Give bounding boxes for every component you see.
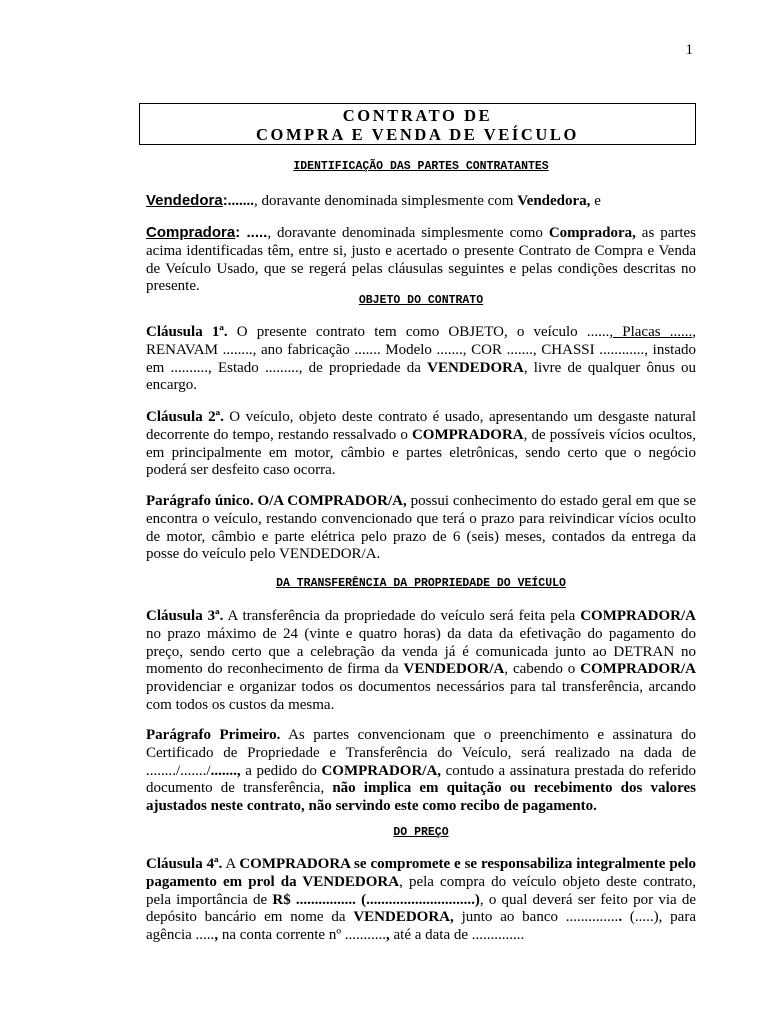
clausula-1-text-3: , livre de qualquer ônus ou encargo. (146, 359, 696, 394)
paragraph-clausula-3 (146, 608, 696, 715)
paragraph-clausula-1 (146, 324, 696, 395)
vendedora-colon: : (222, 192, 228, 209)
paragrafo-primeiro-bold-2: COMPRADOR/A, (321, 762, 442, 779)
clausula-1-bold: VENDEDORA (427, 359, 524, 376)
vendedora-text-1: , doravante denominada simplesmente com (253, 193, 518, 209)
paragrafo-primeiro-bold-1: ......., (210, 762, 241, 779)
clausula-4-bold-6: , (386, 927, 390, 944)
clausula-4-text-1: A (222, 856, 240, 872)
clausula-3-bold-1: COMPRADOR/A (580, 608, 697, 624)
clausula-3-text-3: , cabendo o (504, 661, 581, 678)
paragrafo-primeiro-bold-3: não implica em quitação ou recebimento dos valores ajustados neste contrato, não servindo este como recibo de pagamento. (146, 780, 696, 815)
vendedora-bold: Vendedora, (517, 193, 591, 209)
paragrafo-unico-label: Parágrafo único. O/A COMPRADOR/A, (146, 493, 407, 509)
clausula-4-label: Cláusula 4ª. (146, 856, 223, 872)
clausula-4-text-3: , o qual deverá ser feito por via de depósito bancário em nome da (146, 891, 696, 926)
vendedora-label: Vendedora (146, 192, 223, 209)
clausula-3-label: Cláusula 3ª. (146, 608, 224, 624)
paragrafo-primeiro-text-1: As partes convencionam que o preenchimento e assinatura do Certificado de Propriedade e Transferência do Veículo, será realizado na dada de ......../......./ (146, 727, 696, 779)
section-heading-identificacao: IDENTIFICAÇÃO DAS PARTES CONTRATANTES (293, 160, 549, 173)
page-number: 1 (685, 42, 693, 58)
clausula-1-label: Cláusula 1ª. (146, 324, 228, 340)
clausula-4-bold-3: VENDEDORA, (353, 909, 454, 926)
clausula-3-text-2: no prazo máximo de 24 (vinte e quatro horas) da data da efetivação do pagamento do preço, sendo certo que a celebração da venda já é comunicada junto ao DETRAN no momento do reconhecimento de firma da (146, 625, 696, 678)
compradora-bold: Compradora, (548, 225, 636, 241)
clausula-4-bold-5: , (214, 927, 219, 944)
clausula-4-text-2: , pela compra do veículo objeto deste contrato, pela importância de (146, 873, 696, 908)
clausula-2-text-1: O veículo, objeto deste contrato é usado, apresentando um desgaste natural decorrente do tempo, restando ressalvado o (146, 409, 696, 443)
compradora-label: Compradora (146, 224, 236, 241)
paragrafo-primeiro-text-2: a pedido do (240, 762, 322, 779)
paragrafo-primeiro-label: Parágrafo Primeiro. (146, 727, 281, 743)
clausula-4-text-4: junto ao banco .............. (453, 909, 619, 926)
contract-title-line-2: COMPRA E VENDA DE VEÍCULO (256, 125, 579, 144)
vendedora-text-2: e (590, 193, 601, 209)
section-heading-transferencia: DA TRANSFERÊNCIA DA PROPRIEDADE DO VEÍCULO (276, 577, 566, 590)
clausula-1-text-1: O presente contrato tem como OBJETO, o veículo ...... (227, 324, 610, 340)
vendedora-dots: ....... (227, 193, 254, 209)
clausula-4-text-6: na conta corrente nº ........... (218, 927, 386, 944)
clausula-4-bold-2: R$ ................ (.............................) (272, 891, 480, 908)
paragraph-compradora (146, 224, 696, 296)
paragraph-vendedora (146, 192, 696, 211)
clausula-3-text-1: A transferência da propriedade do veículo será feita pela (223, 608, 581, 624)
contract-title-line-1: CONTRATO DE (342, 106, 493, 125)
clausula-4-bold-4: . (618, 909, 623, 926)
clausula-1-text-2: , RENAVAM ........, ano fabricação ....... Modelo ......., COR ......., CHASSI ............, instado em .........., Estado ........., de propriedade da (146, 324, 696, 376)
paragraph-clausula-2 (146, 409, 696, 480)
paragrafo-primeiro-text-3: contudo a assinatura prestada do referido documento de transferência, (146, 762, 696, 797)
section-heading-objeto: OBJETO DO CONTRATO (358, 294, 484, 307)
section-heading-preco: DO PREÇO (393, 826, 449, 839)
paragrafo-unico-text: possui conhecimento do estado geral em que se encontra o veículo, restando convencionado que terá o prazo para reivindicar vícios oculto de motor, câmbio e parte elétrica pelo prazo de 6 (seis) meses, contados da entrega da posse do veículo pelo VENDEDOR/A. (146, 493, 696, 563)
paragraph-paragrafo-primeiro (146, 727, 696, 816)
clausula-3-bold-3: COMPRADOR/A (580, 661, 696, 678)
clausula-2-text-2: , de possíveis vícios ocultos, em principalmente em motor, câmbio e partes eletrônicas, sendo certo que o negócio poderá ser desfeito caso ocorra. (146, 426, 696, 479)
clausula-4-text-7: até a data de .............. (389, 927, 525, 944)
clausula-1-underlined: , Placas ...... (609, 324, 693, 340)
clausula-3-text-4: providenciar e organizar todos os documentos necessários para tal transferência, arcando com todos os custos da mesma. (146, 679, 696, 713)
clausula-2-bold: COMPRADORA (411, 426, 524, 443)
clausula-4-bold-1: COMPRADORA se compromete e se responsabiliza integralmente pelo pagamento em prol da VENDEDORA (146, 856, 696, 890)
paragraph-paragrafo-unico (146, 493, 696, 564)
clausula-3-bold-2: VENDEDOR/A (403, 661, 505, 678)
compradora-colon: : ..... (235, 224, 268, 241)
compradora-text-1: , doravante denominada simplesmente como (267, 225, 549, 241)
contract-title-box (139, 103, 696, 145)
clausula-2-label: Cláusula 2ª. (146, 409, 224, 425)
paragraph-clausula-4 (146, 856, 696, 945)
compradora-text-2: as partes acima identificadas têm, entre si, justo e acertado o presente Contrato de Compra e Venda de Veículo Usado, que se regerá pelas cláusulas seguintes e pelas condições descritas no presente. (146, 225, 697, 295)
clausula-4-text-5: (.....), para agência ..... (146, 909, 696, 944)
